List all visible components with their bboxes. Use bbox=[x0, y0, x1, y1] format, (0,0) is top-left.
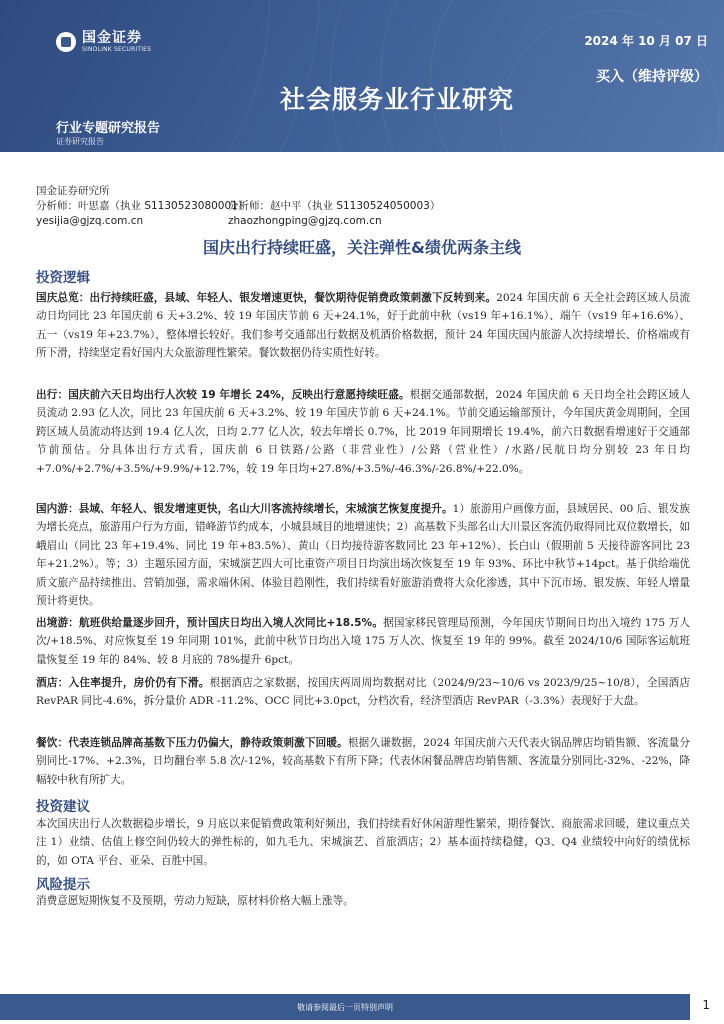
paragraph-body: 1）旅游用户画像方面，县域居民、00 后、银发族为增长亮点，旅游用户行为方面，错峰游节约成本，小城县域目的地增速快；2）高基数下头部名山大川景区客流仍取得同比双位数增长，如峨眉山（同比 23 年+19.4%、同比 19 年+83.5%）、黄山（日均接待游客数同比 23 年+12%）、长白山（假期前 5 天接待游客同比 23 年+21.2%）。等；3）主题乐园方面，宋城演艺四大可比重资产项目日均演出场次恢复至 19 年 93%、环比中秋节+14pct。基于供给端优质文旅产品持续推出、营销加强，需求端休闲、体验目趋刚性，我们持续看好旅游消费将大众化渗透，其中下沉市场、银发族、年轻人增量预计将更快。 bbox=[36, 503, 690, 608]
page-number: 1 bbox=[702, 998, 710, 1012]
section-heading-investment-logic: 投资逻辑 bbox=[36, 270, 90, 286]
analyst-1: 分析师：叶思嘉（执业 S1130523080001） bbox=[36, 200, 249, 212]
analyst-2: 分析师：赵中平（执业 S1130524050003） bbox=[228, 200, 441, 212]
paragraph-lead: 国庆总览：出行持续旺盛，县域、年轻人、银发增速更快，餐饮期待促销费政策刺激下反转到来。 bbox=[36, 292, 497, 304]
logo-name-en: SINOLINK SECURITIES bbox=[82, 46, 152, 53]
paragraph-lead: 酒店：入住率提升，房价仍有下滑。 bbox=[36, 677, 210, 689]
report-header-band bbox=[0, 0, 724, 152]
footer-disclaimer: 敬请参阅最后一页特别声明 bbox=[297, 1003, 393, 1012]
rating-badge: 买入（维持评级） bbox=[596, 69, 708, 85]
report-date: 2024 年 10 月 07 日 bbox=[584, 34, 708, 48]
report-type: 行业专题研究报告 bbox=[56, 121, 161, 136]
paragraph-body: 根据久谦数据，2024 年国庆前六天代表火锅品牌店均销售额、客流量分别同比-17%、+2.3%，日均翻台率 5.8 次/-12%，较高基数下有所下降；代表休闲餐品牌店均销售额、客流量分别同比-32%、-22%，降幅较中秋有所扩大。 bbox=[36, 737, 691, 786]
logo-name-cn: 国金证券 bbox=[82, 30, 142, 46]
paragraph-body: 根据交通部数据，2024 年国庆前 6 天日均全社会跨区域人员流动 2.93 亿人次，同比 23 年国庆前 6 天+3.2%、较 19 年国庆节前 6 天+24.1%。节前交通运输部预计，今年国庆黄金周期间，全国跨区域人员流动将达到 19.4 亿人次，日均 2.77 亿人次，较去年增长 0.7%，比 2019 年同期增长 19.4%，前六日数据看增速好于交通部节前预估。分具体出行方式看，国庆前 6 日铁路/公路（非营业性）/公路（营业性）/水路/民航日均分别较 23 年日均+7.0%/+2.7%/+3.5%/+9.9%/+12.7%，较 19 年日均+27.8%/+3.5%/-46.3%/-26.8%/+22.0%。 bbox=[36, 389, 690, 475]
logo-mark-icon bbox=[56, 32, 76, 52]
paragraph-body: 消费意愿短期恢复不及预期，劳动力短缺，原材料价格大幅上涨等。 bbox=[36, 895, 354, 907]
industry-title: 社会服务业行业研究 bbox=[279, 85, 514, 114]
company-logo bbox=[56, 31, 151, 53]
document-title: 国庆出行持续旺盛，关注弹性&绩优两条主线 bbox=[203, 238, 521, 257]
paragraph-lead: 出境游：航班供给量逐步回升，预计国庆日均出入境人次同比+18.5%。 bbox=[36, 617, 384, 629]
paragraph-body: 据国家移民管理局预测，今年国庆节期间日均出入境约 175 万人次/+18.5%、对应恢复至 19 年同期 101%，此前中秋节日均出入境 175 万人次、恢复至 19 年的 99%。截至 2024/10/6 国际客运航班量恢复至 19 年的 84%、较 8 月底的 78%提升 6pct。 bbox=[36, 617, 690, 666]
paragraph-body: 本次国庆出行人次数据稳步增长，9 月底以来促销费政策利好频出，我们持续看好休闲游理性繁荣，期待餐饮、商旅需求回暖，建议重点关注 1）业绩、估值上修空间仍较大的弹性标的，如九毛九、宋城演艺、首旅酒店；2）基本面持续稳健，Q3、Q4 业绩较中向好的绩优标的，如 OTA 平台、亚朵、百胜中国。 bbox=[36, 818, 690, 867]
paragraph-advice bbox=[36, 815, 690, 870]
section-heading-risk-warning: 风险提示 bbox=[36, 877, 90, 893]
paragraph-lead: 餐饮：代表连锁品牌高基数下压力仍偏大，静待政策刺激下回暖。 bbox=[36, 737, 348, 749]
paragraph-lead: 出行：国庆前六天日均出行人次较 19 年增长 24%，反映出行意愿持续旺盛。 bbox=[36, 389, 410, 401]
paragraph-travel bbox=[36, 386, 690, 478]
paragraph-catering bbox=[36, 734, 690, 789]
paragraph-lead: 国内游：县域、年轻人、银发增速更快，名山大川客流持续增长，宋城演艺恢复度提升。 bbox=[36, 503, 453, 515]
institute-name: 国金证券研究所 bbox=[36, 185, 110, 197]
paragraph-overview bbox=[36, 289, 690, 363]
analyst-2-email[interactable]: zhaozhongping@gjzq.com.cn bbox=[228, 215, 382, 227]
paragraph-risk bbox=[36, 892, 690, 910]
paragraph-body: 根据酒店之家数据，按国庆两周周均数据对比（2024/9/23~10/6 vs 2023/9/25~10/8），全国酒店 RevPAR 同比-4.6%，拆分量价 ADR -11.2%、OCC 同比+3.0pct，分档次看，经济型酒店 RevPAR（-3.3%）表现好于大盘。 bbox=[36, 677, 690, 708]
section-heading-investment-advice: 投资建议 bbox=[36, 799, 90, 815]
analyst-info bbox=[36, 184, 441, 229]
paragraph-domestic-tourism bbox=[36, 500, 690, 610]
paragraph-body: 2024 年国庆前 6 天全社会跨区域人员流动日均同比 23 年国庆前 6 天+3.2%、较 19 年国庆节前 6 天+24.1%，好于此前中秋（vs19 年+16.1%）、端午（vs19 年+16.6%）、五一（vs19 年+23.7%），整体增长较好。我们参考交通部出行数据及机酒价格数据，预计 24 年国庆国内旅游人次持续增长、价格端或有所下滑，持续坚定看好国内大众旅游理性繁荣。餐饮数据仍待实质性好转。 bbox=[36, 292, 690, 360]
paragraph-outbound-tourism bbox=[36, 614, 690, 669]
analyst-1-email[interactable]: yesijia@gjzq.com.cn bbox=[36, 215, 144, 227]
paragraph-hotel bbox=[36, 674, 690, 711]
report-subtype: 证券研究报告 bbox=[56, 137, 104, 146]
